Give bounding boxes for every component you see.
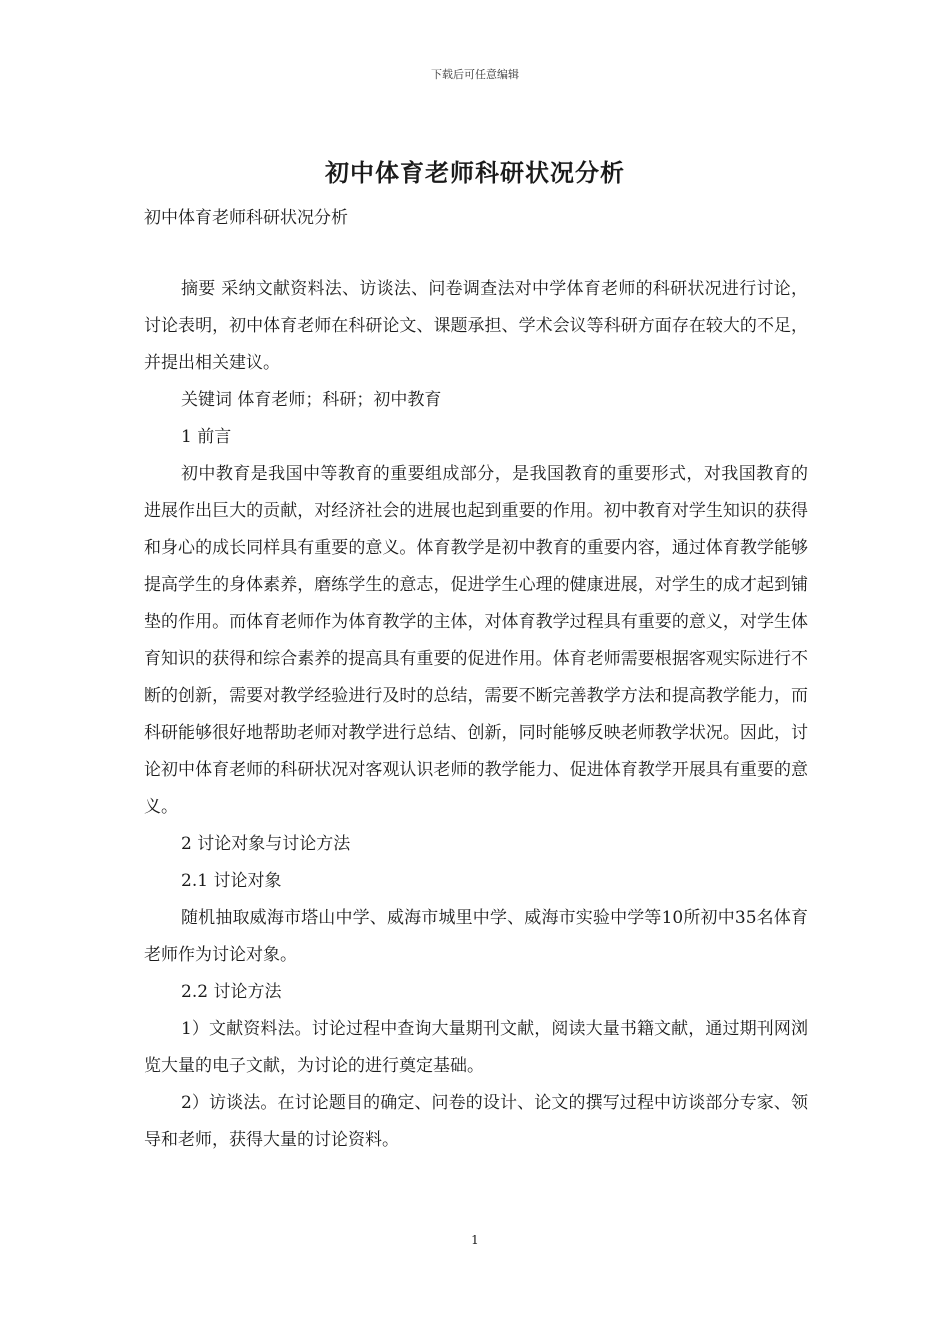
subsection-heading-methods: 2.2 讨论方法: [181, 982, 282, 1002]
document-body: [144, 271, 808, 1159]
page-number: 1: [471, 1233, 479, 1247]
subsection-heading-subjects: 2.1 讨论对象: [181, 871, 282, 891]
introduction-paragraph: 初中教育是我国中等教育的重要组成部分，是我国教育的重要形式，对我国教育的进展作出巨大的贡献，对经济社会的进展也起到重要的作用。初中教育对学生知识的获得和身心的成长同样具有重要的意义。体育教学是初中教育的重要内容，通过体育教学能够提高学生的身体素养，磨练学生的意志，促进学生心理的健康进展，对学生的成才起到铺垫的作用。而体育老师作为体育教学的主体，对体育教学过程具有重要的意义，对学生体育知识的获得和综合素养的提高具有重要的促进作用。体育老师需要根据客观实际进行不断的创新，需要对教学经验进行及时的总结，需要不断完善教学方法和提高教学能力，而科研能够很好地帮助老师对教学进行总结、创新，同时能够反映老师教学状况。因此，讨论初中体育老师的科研状况对客观认识老师的教学能力、促进体育教学开展具有重要的意义。: [144, 464, 808, 817]
keywords-paragraph: 关键词 体育老师；科研；初中教育: [181, 390, 442, 410]
document-title: 初中体育老师科研状况分析: [325, 158, 625, 187]
section-heading-methods: 2 讨论对象与讨论方法: [181, 834, 351, 854]
method-interview-paragraph: 2）访谈法。在讨论题目的确定、问卷的设计、论文的撰写过程中访谈部分专家、领导和老师，获得大量的讨论资料。: [144, 1093, 808, 1150]
document-subtitle: 初中体育老师科研状况分析: [144, 208, 348, 228]
method-literature-paragraph: 1）文献资料法。讨论过程中查询大量期刊文献，阅读大量书籍文献，通过期刊网浏览大量的电子文献，为讨论的进行奠定基础。: [144, 1019, 808, 1076]
page-header-note: 下载后可任意编辑: [431, 68, 519, 81]
section-heading-introduction: 1 前言: [181, 427, 232, 447]
abstract-paragraph: 摘要 采纳文献资料法、访谈法、问卷调查法对中学体育老师的科研状况进行讨论，讨论表明，初中体育老师在科研论文、课题承担、学术会议等科研方面存在较大的不足，并提出相关建议。: [144, 279, 808, 373]
subjects-paragraph: 随机抽取威海市塔山中学、威海市城里中学、威海市实验中学等10所初中35名体育老师作为讨论对象。: [144, 908, 808, 965]
